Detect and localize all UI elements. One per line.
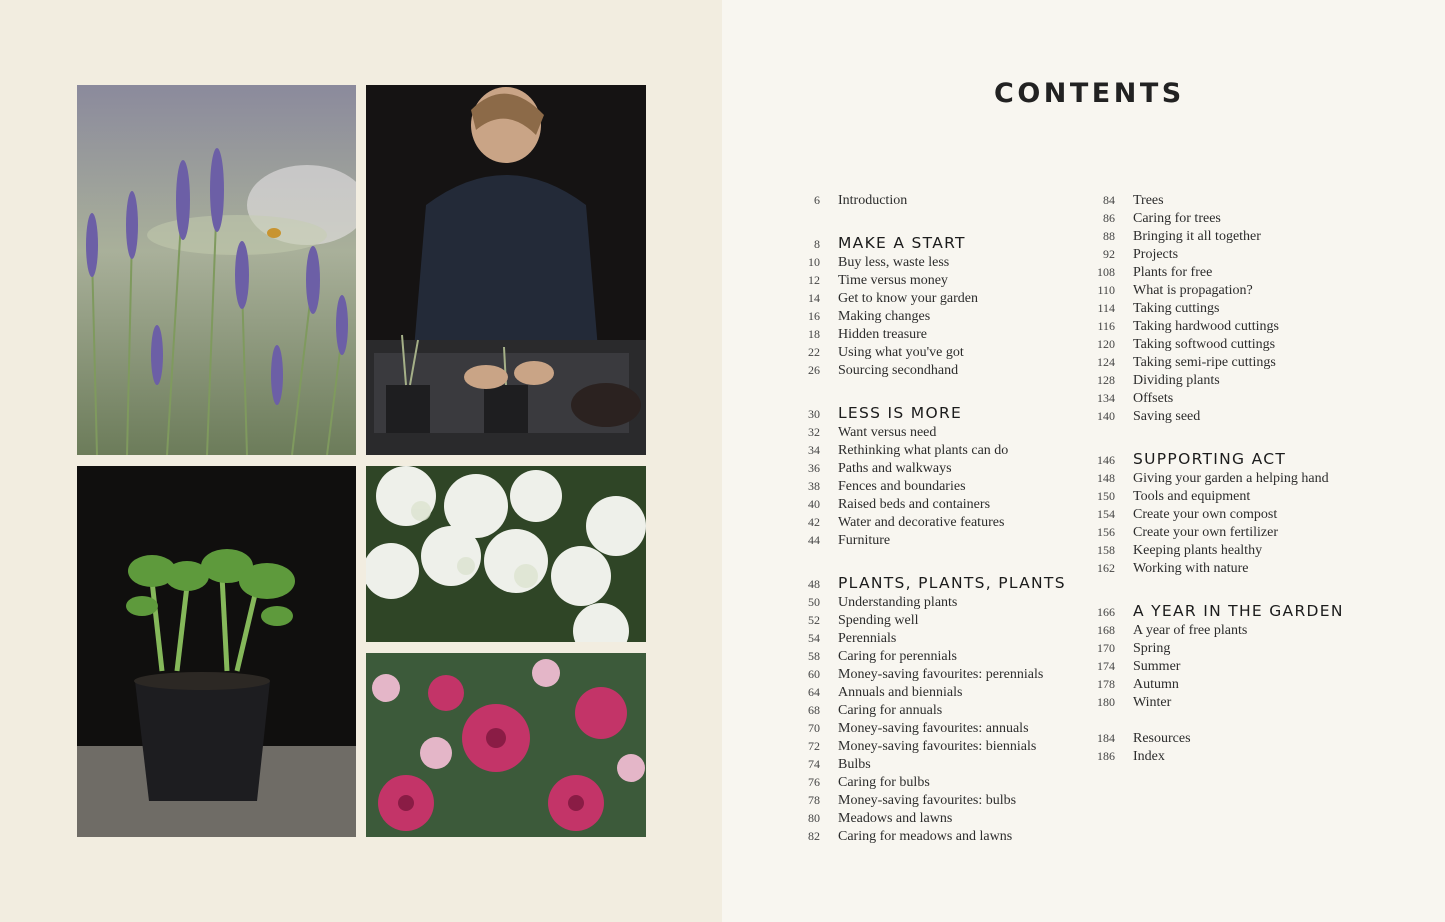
toc-entry [1085, 353, 1344, 371]
toc-entry [1085, 621, 1344, 639]
toc-page-number: 54 [808, 631, 820, 645]
toc-page-number: 82 [808, 829, 820, 843]
toc-label: Caring for trees [1133, 211, 1221, 226]
toc-entry [790, 647, 1066, 665]
toc-label: Saving seed [1133, 409, 1201, 424]
lavender-photo [77, 85, 356, 455]
toc-entry [790, 361, 1066, 379]
toc-entry [1085, 559, 1344, 577]
toc-entry [1085, 675, 1344, 693]
toc-entry [790, 441, 1066, 459]
toc-label: Keeping plants healthy [1133, 543, 1263, 558]
toc-entry [790, 531, 1066, 549]
toc-entry [1085, 209, 1344, 227]
toc-page-number: 174 [1097, 659, 1115, 673]
toc-label: Summer [1133, 659, 1181, 674]
toc-page-number: 186 [1097, 749, 1115, 763]
toc-page-number: 50 [808, 595, 820, 609]
toc-section-heading [790, 403, 1066, 423]
toc-page-number: 158 [1097, 543, 1115, 557]
toc-entry [1085, 227, 1344, 245]
toc-page-number: 22 [808, 345, 820, 359]
toc-label: Rethinking what plants can do [838, 443, 1009, 458]
toc-label: Caring for bulbs [838, 775, 930, 790]
toc-label: Caring for meadows and lawns [838, 829, 1013, 844]
toc-entry [1085, 729, 1344, 747]
toc-entry [1085, 541, 1344, 559]
toc-entry [790, 343, 1066, 361]
toc-page-number: 16 [808, 309, 820, 323]
toc-page-number: 68 [808, 703, 820, 717]
toc-label: Trees [1133, 193, 1164, 208]
toc-page-number: 120 [1097, 337, 1115, 351]
toc-page-number: 162 [1097, 561, 1115, 575]
toc-entry [1085, 317, 1344, 335]
toc-page-number: 40 [808, 497, 820, 511]
toc-label: Money-saving favourites: annuals [838, 721, 1029, 736]
toc-label: Money-saving favourites: biennials [838, 739, 1037, 754]
toc-entry [790, 477, 1066, 495]
toc-section-heading [790, 573, 1066, 593]
toc-entry [790, 683, 1066, 701]
toc-label: Using what you've got [838, 345, 964, 360]
toc-page-number: 148 [1097, 471, 1115, 485]
toc-label: LESS IS MORE [838, 404, 963, 422]
toc-section-heading [1085, 601, 1344, 621]
toc-label: Making changes [838, 309, 931, 324]
toc-label: Understanding plants [838, 595, 958, 610]
toc-entry [790, 809, 1066, 827]
toc-label: Taking hardwood cuttings [1133, 319, 1279, 334]
toc-label: Water and decorative features [838, 515, 1005, 530]
toc-spacer [790, 549, 1066, 573]
toc-entry [1085, 245, 1344, 263]
toc-spacer [1085, 577, 1344, 601]
toc-label: Tools and equipment [1133, 489, 1251, 504]
toc-label: Raised beds and containers [838, 497, 991, 512]
toc-page-number: 8 [814, 237, 820, 251]
toc-label: Perennials [838, 631, 897, 646]
seedling-pot-photo [77, 466, 356, 837]
toc-label: Money-saving favourites: perennials [838, 667, 1044, 682]
toc-label: A year of free plants [1133, 623, 1248, 638]
toc-label: Bulbs [838, 757, 871, 772]
toc-page-number: 134 [1097, 391, 1115, 405]
toc-label: Caring for annuals [838, 703, 943, 718]
toc-spacer [1085, 425, 1344, 449]
toc-page-number: 156 [1097, 525, 1115, 539]
toc-entry [1085, 263, 1344, 281]
toc-entry [1085, 371, 1344, 389]
toc-entry [790, 593, 1066, 611]
toc-label: Introduction [838, 193, 908, 208]
toc-label: PLANTS, PLANTS, PLANTS [838, 574, 1066, 592]
toc-page-number: 76 [808, 775, 820, 789]
toc-label: Paths and walkways [838, 461, 952, 476]
toc-page-number: 178 [1097, 677, 1115, 691]
toc-entry [1085, 639, 1344, 657]
toc-column-left [790, 191, 1066, 845]
toc-label: Giving your garden a helping hand [1133, 471, 1329, 486]
toc-page-number: 60 [808, 667, 820, 681]
toc-label: Working with nature [1133, 561, 1249, 576]
toc-page-number: 32 [808, 425, 820, 439]
toc-page-number: 166 [1097, 605, 1115, 619]
toc-page-number: 168 [1097, 623, 1115, 637]
toc-entry [790, 307, 1066, 325]
toc-entry [790, 271, 1066, 289]
toc-entry [790, 513, 1066, 531]
toc-label: Spring [1133, 641, 1171, 656]
toc-page-number: 10 [808, 255, 820, 269]
toc-label: Spending well [838, 613, 919, 628]
toc-label: Index [1133, 749, 1165, 764]
toc-label: SUPPORTING ACT [1133, 450, 1287, 468]
toc-label: What is propagation? [1133, 283, 1253, 298]
toc-label: Winter [1133, 695, 1172, 710]
toc-label: Projects [1133, 247, 1179, 262]
toc-label: Annuals and biennials [838, 685, 963, 700]
toc-label: Dividing plants [1133, 373, 1220, 388]
toc-page-number: 114 [1097, 301, 1115, 315]
toc-page-number: 140 [1097, 409, 1115, 423]
toc-spacer [790, 379, 1066, 403]
potting-photo [366, 85, 646, 455]
toc-entry [1085, 469, 1344, 487]
toc-entry [1085, 407, 1344, 425]
toc-entry [790, 827, 1066, 845]
toc-entry [790, 459, 1066, 477]
toc-page-number: 116 [1097, 319, 1115, 333]
toc-page-number: 108 [1097, 265, 1115, 279]
toc-page-number: 146 [1097, 453, 1115, 467]
toc-page-number: 58 [808, 649, 820, 663]
toc-page-number: 74 [808, 757, 820, 771]
toc-page-number: 180 [1097, 695, 1115, 709]
toc-entry [1085, 505, 1344, 523]
toc-label: Plants for free [1133, 265, 1213, 280]
toc-label: Want versus need [838, 425, 937, 440]
toc-entry [790, 701, 1066, 719]
toc-label: Furniture [838, 533, 891, 548]
toc-entry [790, 629, 1066, 647]
toc-page-number: 72 [808, 739, 820, 753]
toc-entry [790, 773, 1066, 791]
toc-label: Create your own compost [1133, 507, 1278, 522]
toc-entry [790, 191, 1066, 209]
toc-entry [1085, 191, 1344, 209]
toc-page-number: 38 [808, 479, 820, 493]
toc-page-number: 52 [808, 613, 820, 627]
toc-page-number: 14 [808, 291, 820, 305]
hydrangea-photo [366, 466, 646, 642]
toc-page-number: 12 [808, 273, 820, 287]
toc-label: Create your own fertilizer [1133, 525, 1278, 540]
toc-page-number: 26 [808, 363, 820, 377]
toc-page-number: 70 [808, 721, 820, 735]
toc-page-number: 84 [1103, 193, 1115, 207]
toc-entry [1085, 299, 1344, 317]
toc-entry [1085, 693, 1344, 711]
toc-label: Offsets [1133, 391, 1174, 406]
toc-entry [790, 495, 1066, 513]
toc-page-number: 86 [1103, 211, 1115, 225]
left-page [0, 0, 722, 922]
toc-page-number: 36 [808, 461, 820, 475]
toc-label: Hidden treasure [838, 327, 928, 342]
toc-entry [790, 665, 1066, 683]
toc-label: A YEAR IN THE GARDEN [1133, 602, 1344, 620]
toc-entry [1085, 281, 1344, 299]
toc-page-number: 18 [808, 327, 820, 341]
toc-page-number: 64 [808, 685, 820, 699]
page-title: CONTENTS [994, 78, 1185, 109]
toc-label: Money-saving favourites: bulbs [838, 793, 1017, 808]
dahlia-photo [366, 653, 646, 837]
toc-page-number: 6 [814, 193, 820, 207]
toc-label: Meadows and lawns [838, 811, 953, 826]
toc-entry [790, 755, 1066, 773]
toc-spacer [1085, 711, 1344, 729]
toc-page-number: 88 [1103, 229, 1115, 243]
toc-label: Caring for perennials [838, 649, 957, 664]
toc-entry [790, 423, 1066, 441]
toc-page-number: 44 [808, 533, 820, 547]
toc-page-number: 30 [808, 407, 820, 421]
toc-section-heading [790, 233, 1066, 253]
toc-page-number: 124 [1097, 355, 1115, 369]
toc-entry [790, 737, 1066, 755]
toc-label: MAKE A START [838, 234, 966, 252]
toc-label: Taking semi-ripe cuttings [1133, 355, 1276, 370]
toc-label: Taking cuttings [1133, 301, 1220, 316]
toc-page-number: 42 [808, 515, 820, 529]
toc-entry [790, 289, 1066, 307]
toc-label: Sourcing secondhand [838, 363, 959, 378]
toc-entry [1085, 657, 1344, 675]
toc-entry [790, 325, 1066, 343]
toc-page-number: 48 [808, 577, 820, 591]
toc-page-number: 110 [1097, 283, 1115, 297]
toc-section-heading [1085, 449, 1344, 469]
toc-label: Autumn [1133, 677, 1179, 692]
toc-page-number: 92 [1103, 247, 1115, 261]
toc-label: Time versus money [838, 273, 948, 288]
toc-page-number: 78 [808, 793, 820, 807]
toc-label: Fences and boundaries [838, 479, 966, 494]
toc-entry [790, 791, 1066, 809]
toc-label: Taking softwood cuttings [1133, 337, 1276, 352]
toc-entry [1085, 523, 1344, 541]
toc-label: Buy less, waste less [838, 255, 950, 270]
toc-entry [1085, 747, 1344, 765]
toc-entry [790, 719, 1066, 737]
toc-spacer [790, 209, 1066, 233]
toc-page-number: 150 [1097, 489, 1115, 503]
toc-label: Bringing it all together [1133, 229, 1261, 244]
toc-entry [790, 611, 1066, 629]
toc-label: Get to know your garden [838, 291, 978, 306]
toc-page-number: 170 [1097, 641, 1115, 655]
toc-column-right [1085, 191, 1344, 765]
toc-entry [1085, 389, 1344, 407]
toc-page-number: 154 [1097, 507, 1115, 521]
toc-page-number: 184 [1097, 731, 1115, 745]
toc-entry [1085, 487, 1344, 505]
toc-page-number: 80 [808, 811, 820, 825]
toc-page-number: 128 [1097, 373, 1115, 387]
toc-entry [790, 253, 1066, 271]
toc-label: Resources [1133, 731, 1191, 746]
toc-page-number: 34 [808, 443, 820, 457]
toc-entry [1085, 335, 1344, 353]
